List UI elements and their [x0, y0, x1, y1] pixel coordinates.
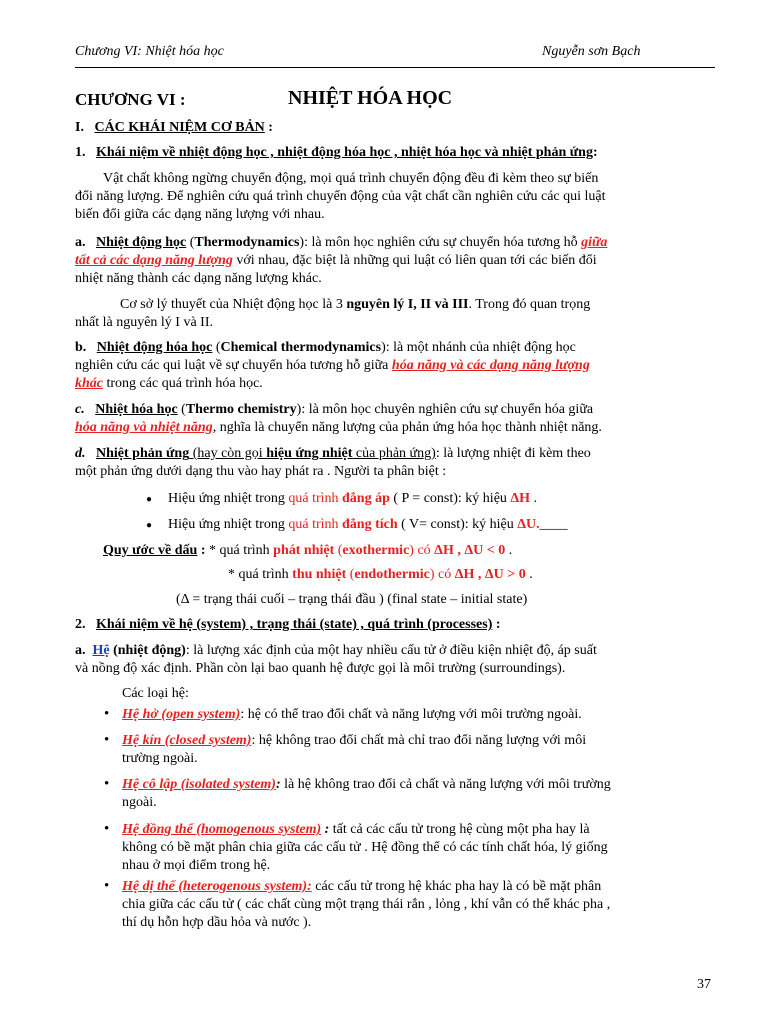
- para-text: các cấu tử trong hệ khác pha hay là có bề mặt phân: [311, 879, 602, 894]
- chapter-label: CHƯƠNG VI :: [75, 90, 186, 109]
- para-text: ) có: [429, 567, 455, 582]
- para-text: của phản ứng): [352, 446, 436, 461]
- para-text: ): là môn học chuyên nghiên cứu sự chuyển hóa giữa: [296, 402, 594, 417]
- para-text: (: [334, 543, 343, 558]
- exothermic-en: exothermic: [342, 543, 410, 558]
- highlight-red: khác: [75, 376, 103, 391]
- highlight-red: tất cả các dạng năng lượng: [75, 253, 233, 268]
- sign-positive: ΔH , ΔU > 0: [454, 567, 526, 582]
- bullet-icon: •: [104, 732, 110, 748]
- sign-convention-line-2: [228, 567, 533, 583]
- intro-line-3: biến đổi giữa các dạng năng lượng với nhau.: [75, 207, 325, 222]
- para-d-line-1: [75, 446, 591, 462]
- para-text: trong các quá trình hóa học.: [103, 376, 263, 391]
- para-letter: d.: [75, 446, 86, 461]
- para-text: ____: [539, 517, 568, 532]
- type-open: [122, 707, 582, 723]
- para-text: Hiệu ứng nhiệt trong: [168, 517, 289, 532]
- bullet-icon: •: [104, 878, 110, 894]
- para-letter: a.: [75, 643, 86, 658]
- bullet-icon: ●: [146, 520, 153, 531]
- type-closed-line-1: [122, 733, 586, 749]
- term-heat-of-reaction: Nhiệt phản ứng: [96, 446, 190, 461]
- exothermic-label: phát nhiệt: [273, 543, 335, 558]
- type-heterogenous-line-1: [122, 879, 601, 895]
- subsection-heading-1: [75, 145, 598, 161]
- para-text: :: [251, 733, 256, 748]
- type-isolated-line-2: ngoài.: [122, 795, 157, 810]
- delta-note: (Δ = trạng thái cuối – trạng thái đầu ) (final state – initial state): [176, 592, 528, 607]
- para-text: :: [275, 777, 281, 792]
- para-text: : là lượng xác định của một hay nhiều cấu tử ở điều kiện nhiệt độ, áp suất: [185, 643, 597, 658]
- type-homogenous-line-2: không có bề mặt phân chia giữa các cấu tử . Hệ đồng thể có các tính chất hóa, lý giống: [122, 840, 608, 855]
- highlight-red: Hệ cô lập (isolated system): [122, 777, 276, 792]
- para-letter: c.: [75, 402, 85, 417]
- para-text: : là lượng nhiệt đi kèm theo: [435, 446, 591, 461]
- para-text: (: [346, 567, 355, 582]
- process-label: quá trình: [288, 491, 343, 506]
- para-text: .: [530, 491, 538, 506]
- section-heading-1: [75, 120, 273, 136]
- para-text: .: [505, 543, 513, 558]
- sign-negative: ΔH , ΔU < 0: [434, 543, 506, 558]
- header-author: Nguyễn sơn Bạch: [542, 44, 641, 59]
- effect-isobaric: [168, 491, 537, 507]
- para-b-line-1: b. Nhiệt động hóa học (Chemical thermodynamics): là một nhánh của nhiệt động học: [75, 340, 576, 355]
- subsection-colon: :: [592, 145, 598, 160]
- bullet-icon: •: [104, 821, 110, 837]
- section-number: I.: [75, 120, 84, 135]
- type-heterogenous-line-2: chia giữa các cấu tử ( các chất cùng một trạng thái rắn , lỏng , khí vẫn có thể khác pha ,: [122, 897, 611, 912]
- para-text: (hay còn gọi: [189, 446, 267, 461]
- para-text: hệ có thể trao đổi chất và năng lượng với môi trường ngoài.: [244, 707, 582, 722]
- system-types-label: Các loại hệ:: [122, 686, 189, 701]
- type-closed-line-2: trường ngoài.: [122, 751, 198, 766]
- process-type: đẳng tích: [342, 517, 398, 532]
- subsection-number: 1.: [75, 145, 86, 160]
- sign-convention-label: Quy ước về dấu: [103, 543, 198, 558]
- type-homogenous-line-1: [122, 822, 590, 838]
- type-heterogenous-line-3: thí dụ hỗn hợp dầu hỏa và nước ).: [122, 915, 312, 930]
- section-label: CÁC KHÁI NIỆM CƠ BẢN: [94, 120, 265, 135]
- para-text: . Trong đó quan trọng: [468, 297, 591, 312]
- highlight-red: hóa năng và các dạng năng lượng: [391, 358, 590, 373]
- highlight-red: giữa: [581, 235, 608, 250]
- term-english: Thermodynamics: [194, 235, 300, 250]
- sign-convention-line-1: [103, 543, 512, 559]
- bullet-icon: •: [104, 776, 110, 792]
- para-text: hệ không trao đổi chất mà chỉ trao đổi năng lượng với môi: [255, 733, 587, 748]
- endothermic-label: thu nhiệt: [292, 567, 347, 582]
- laws-label: nguyên lý I, II và III: [346, 297, 469, 312]
- para-d-line-2: một phản ứng dưới dạng thu vào hay phát ra . Người ta phân biệt :: [75, 464, 447, 479]
- term-heat-effect: hiệu ứng nhiệt: [266, 446, 353, 461]
- bullet-icon: ●: [146, 494, 153, 505]
- para-c-line-2: [75, 420, 602, 436]
- process-type: đẳng áp: [342, 491, 390, 506]
- para-text: * quá trình: [228, 567, 293, 582]
- para-a-line-2: [75, 253, 597, 269]
- process-label: quá trình: [288, 517, 343, 532]
- term-chemical-thermodynamics: Nhiệt động hóa học: [96, 340, 213, 355]
- para-text: tất cả các cấu tử trong hệ cùng một pha hay là: [329, 822, 590, 837]
- type-isolated-line-1: [122, 777, 611, 793]
- page-number: 37: [697, 977, 711, 992]
- subsection-heading-2: [75, 617, 501, 633]
- para-a-line-1: a. Nhiệt động học (Thermodynamics): là môn học nghiên cứu sự chuyển hóa tương hỗ giữa: [75, 235, 608, 250]
- subsection-label: Khái niệm về hệ (system) , trạng thái (state) , quá trình (processes): [96, 617, 493, 632]
- term-english: Chemical thermodynamics: [220, 340, 382, 355]
- subsection-label: Khái niệm về nhiệt động học , nhiệt động hóa học , nhiệt hóa học và nhiệt phản ứng: [96, 145, 593, 160]
- term-thermodynamics: Nhiệt động học: [96, 235, 187, 250]
- para-text: (nhiệt động): [109, 643, 186, 658]
- para-text: ): là một nhánh của nhiệt động học: [381, 340, 576, 355]
- para-text: ( V= const): ký hiệu: [397, 517, 518, 532]
- para-text: :: [240, 707, 245, 722]
- para-text: ): là môn học nghiên cứu sự chuyển hóa tương hỗ: [299, 235, 582, 250]
- header-chapter: Chương VI: Nhiệt hóa học: [75, 44, 224, 59]
- para-b-line-3: [75, 376, 263, 392]
- bullet-icon: •: [104, 706, 110, 722]
- para-text: ( P = const): ký hiệu: [389, 491, 511, 506]
- symbol-dh: ΔH: [510, 491, 531, 506]
- term-english: Thermo chemistry: [185, 402, 297, 417]
- para-text: * quá trình: [205, 543, 274, 558]
- highlight-red: Hệ hở (open system): [122, 707, 241, 722]
- section-colon: :: [264, 120, 273, 135]
- para-c-line-1: c. Nhiệt hóa học (Thermo chemistry): là môn học chuyên nghiên cứu sự chuyển hóa giữa: [75, 402, 594, 417]
- effect-isochoric: [168, 517, 568, 533]
- intro-line-1: Vật chất không ngừng chuyển động, mọi quá trình chuyển động đều đi kèm theo sự biến: [103, 171, 599, 186]
- para-text: với nhau, đặc biệt là những qui luật có liên quan tới các biến đổi: [232, 253, 597, 268]
- para-he-line-2: và nồng độ xác định. Phần còn lại bao quanh hệ được gọi là môi trường (surroundings).: [75, 661, 566, 676]
- highlight-red: Hệ kín (closed system): [122, 733, 252, 748]
- chapter-title: NHIỆT HÓA HỌC: [288, 87, 453, 109]
- term-thermochemistry: Nhiệt hóa học: [95, 402, 178, 417]
- para-a2-line-2: nhất là nguyên lý I và II.: [75, 315, 214, 330]
- para-text: .: [525, 567, 533, 582]
- highlight-red: hóa năng và nhiệt năng: [75, 420, 213, 435]
- symbol-du: ΔU.: [517, 517, 540, 532]
- para-a2-line-1: [120, 297, 590, 313]
- header-rule: [75, 67, 715, 68]
- para-b-line-2: [75, 358, 590, 374]
- para-text: , nghĩa là chuyển năng lượng của phản ứng hóa học thành nhiệt năng.: [212, 420, 602, 435]
- intro-line-2: đổi năng lượng. Để nghiên cứu quá trình chuyển động của vật chất cần nghiên cứu các qui luật: [75, 189, 606, 204]
- term-system: Hệ: [92, 643, 110, 658]
- para-text: Hiệu ứng nhiệt trong: [168, 491, 289, 506]
- para-letter: a.: [75, 235, 86, 250]
- type-homogenous-line-3: nhau ở mọi điểm trong hệ.: [122, 858, 271, 873]
- para-letter: b.: [75, 340, 87, 355]
- highlight-red: Hệ dị thể (heterogenous system): [122, 879, 308, 894]
- endothermic-en: endothermic: [354, 567, 430, 582]
- para-text: Cơ sở lý thuyết của Nhiệt động học là 3: [120, 297, 347, 312]
- para-text: :: [321, 822, 330, 837]
- subsection-colon: :: [492, 617, 501, 632]
- highlight-red: Hệ đồng thể (homogenous system): [122, 822, 322, 837]
- para-he-line-1: [75, 643, 597, 659]
- para-text: nghiên cứu các qui luật về sự chuyển hóa tương hỗ giữa: [75, 358, 392, 373]
- subsection-number: 2.: [75, 617, 86, 632]
- para-text: ) có: [409, 543, 435, 558]
- para-text: :: [197, 543, 206, 558]
- para-a-line-3: nhiệt năng thành các dạng năng lượng khác.: [75, 271, 322, 286]
- para-text: :: [307, 879, 312, 894]
- para-text: là hệ không trao đổi cả chất và năng lượng với môi trường: [280, 777, 611, 792]
